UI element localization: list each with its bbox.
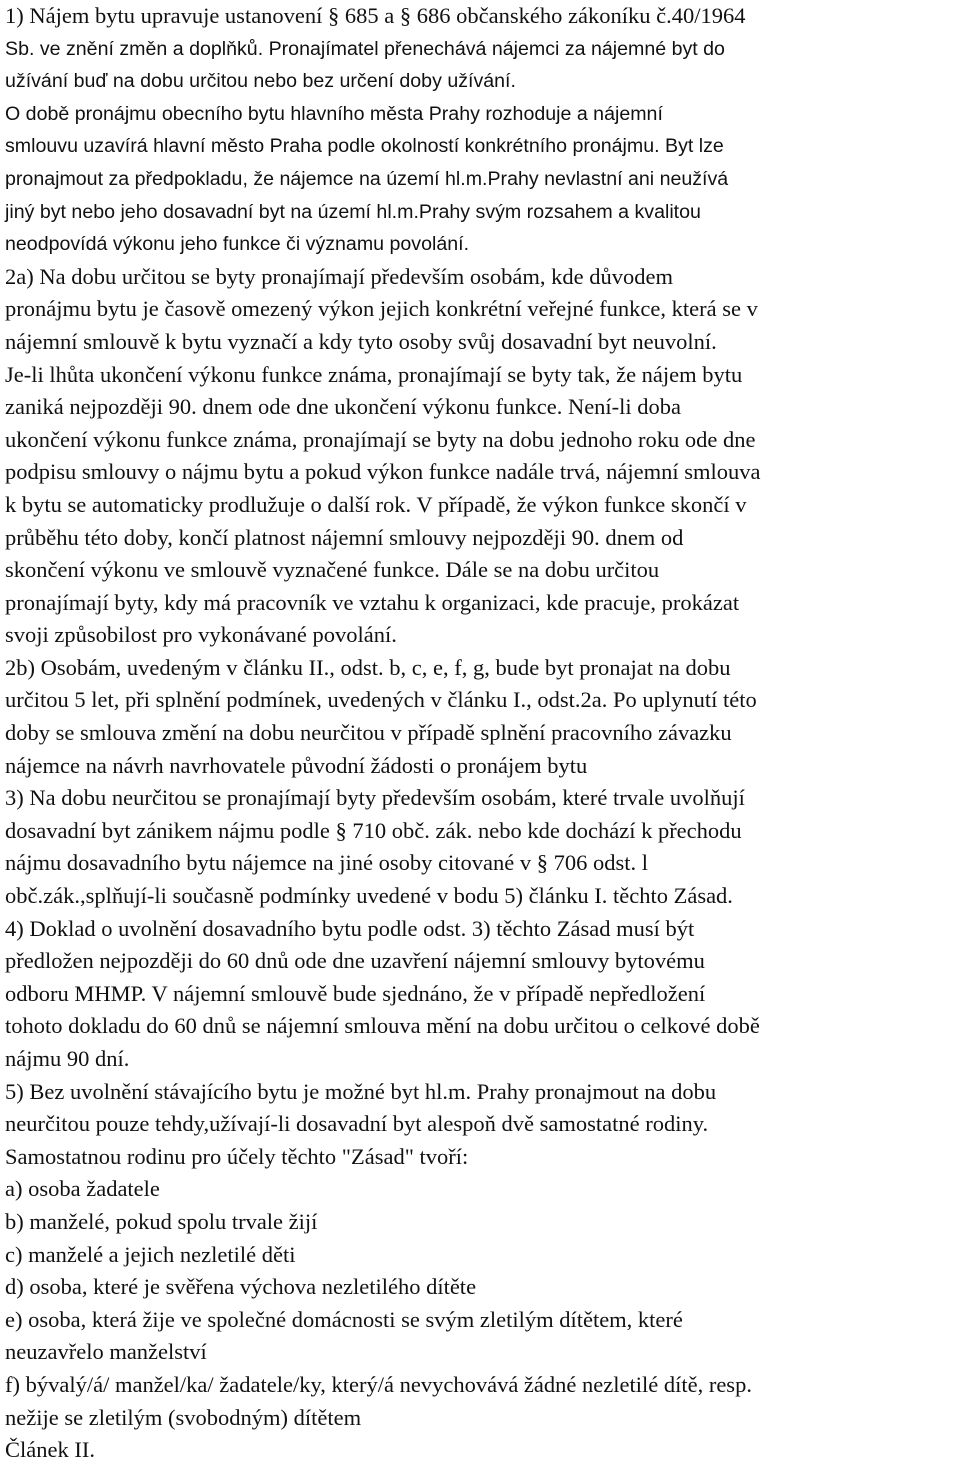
text-line: nežije se zletilým (svobodným) dítětem (5, 1404, 362, 1430)
text-line: svoji způsobilost pro vykonávané povolání. (5, 622, 397, 648)
text-line: doby se smlouva změní na dobu neurčitou v případě splnění pracovního závazku (5, 720, 732, 746)
text-line: obč.zák.,splňují-li současně podmínky uvedené v bodu 5) článku I. těchto Zásad. (5, 883, 733, 909)
text-line: b) manželé, pokud spolu trvale žijí (5, 1208, 318, 1234)
text-line: smlouvu uzavírá hlavní město Praha podle okolností konkrétního pronájmu. Byt lze (5, 135, 724, 158)
text-line: Článek II. (5, 1437, 95, 1463)
text-line: ukončení výkonu funkce známa, pronajímají se byty na dobu jednoho roku ode dne (5, 426, 756, 452)
document-body (5, 0, 960, 1468)
text-line: 4) Doklad o uvolnění dosavadního bytu podle odst. 3) těchto Zásad musí být (5, 915, 695, 941)
text-line: dosavadní byt zánikem nájmu podle § 710 obč. zák. nebo kde dochází k přechodu (5, 817, 742, 843)
text-line: nájemní smlouvě k bytu vyznačí a kdy tyto osoby svůj dosavadní byt neuvolní. (5, 328, 717, 354)
text-line: pronajímají byty, kdy má pracovník ve vztahu k organizaci, kde pracuje, prokázat (5, 589, 740, 615)
text-line: 3) Na dobu neurčitou se pronajímají byty především osobám, které trvale uvolňují (5, 785, 745, 811)
text-line: odboru MHMP. V nájemní smlouvě bude sjednáno, že v případě nepředložení (5, 980, 706, 1006)
text-line: nájmu 90 dní. (5, 1046, 130, 1071)
text-line: Je-li lhůta ukončení výkonu funkce známa, pronajímají se byty tak, že nájem bytu (5, 361, 743, 387)
text-line: O době pronájmu obecního bytu hlavního města Prahy rozhoduje a nájemní (5, 102, 663, 125)
text-line: Samostatnou rodinu pro účely těchto "Zásad" tvoří: (5, 1143, 469, 1169)
text-line: pronajmout za předpokladu, že nájemce na území hl.m.Prahy nevlastní ani neužívá (5, 167, 729, 190)
text-line: užívání buď na dobu určitou nebo bez určení doby užívání. (5, 70, 516, 93)
text-line: f) bývalý/á/ manžel/ka/ žadatele/ky, který/á nevychovává žádné nezletilé dítě, resp. (5, 1371, 752, 1397)
text-line: c) manželé a jejich nezletilé děti (5, 1241, 296, 1267)
text-line: určitou 5 let, při splnění podmínek, uvedených v článku I., odst.2a. Po uplynutí této (5, 687, 757, 713)
text-line: 5) Bez uvolnění stávajícího bytu je možné byt hl.m. Prahy pronajmout na dobu (5, 1078, 717, 1104)
text-line: 2b) Osobám, uvedeným v článku II., odst. b, c, e, f, g, bude byt pronajat na dobu (5, 654, 731, 680)
text-line: 1) Nájem bytu upravuje ustanovení § 685 a § 686 občanského zákoníku č.40/1964 (5, 3, 746, 28)
text-line: tohoto dokladu do 60 dnů se nájemní smlouva mění na dobu určitou o celkové době (5, 1013, 760, 1039)
text-line: 2a) Na dobu určitou se byty pronajímají především osobám, kde důvodem (5, 263, 673, 289)
text-line: nájmu dosavadního bytu nájemce na jiné osoby citované v § 706 odst. l (5, 850, 648, 876)
text-line: Sb. ve znění změn a doplňků. Pronajímatel přenechává nájemci za nájemné byt do (5, 37, 725, 60)
text-line: a) osoba žadatele (5, 1176, 160, 1202)
text-line: jiný byt nebo jeho dosavadní byt na území hl.m.Prahy svým rozsahem a kvalitou (5, 200, 701, 223)
text-line: neurčitou pouze tehdy,užívají-li dosavadní byt alespoň dvě samostatné rodiny. (5, 1111, 709, 1137)
text-line: nájemce na návrh navrhovatele původní žádosti o pronájem bytu (5, 752, 588, 778)
text-line: neuzavřelo manželství (5, 1339, 207, 1365)
text-line: k bytu se automaticky prodlužuje o další rok. V případě, že výkon funkce skončí v (5, 491, 747, 517)
text-line: předložen nejpozději do 60 dnů ode dne uzavření nájemní smlouvy bytovému (5, 948, 705, 974)
text-line: podpisu smlouvy o nájmu bytu a pokud výkon funkce nadále trvá, nájemní smlouva (5, 459, 761, 485)
text-line: skončení výkonu ve smlouvě vyznačené funkce. Dále se na dobu určitou (5, 557, 660, 583)
text-line: e) osoba, která žije ve společné domácnosti se svým zletilým dítětem, které (5, 1306, 683, 1332)
text-line: průběhu této doby, končí platnost nájemní smlouvy nejpozději 90. dnem od (5, 524, 684, 550)
text-line: neodpovídá výkonu jeho funkce či významu povolání. (5, 233, 470, 256)
text-line: zaniká nejpozději 90. dnem ode dne ukončení výkonu funkce. Není-li doba (5, 394, 682, 420)
text-line: pronájmu bytu je časově omezený výkon jejich konkrétní veřejné funkce, která se v (5, 296, 758, 322)
text-line: d) osoba, které je svěřena výchova nezletilého dítěte (5, 1274, 477, 1300)
